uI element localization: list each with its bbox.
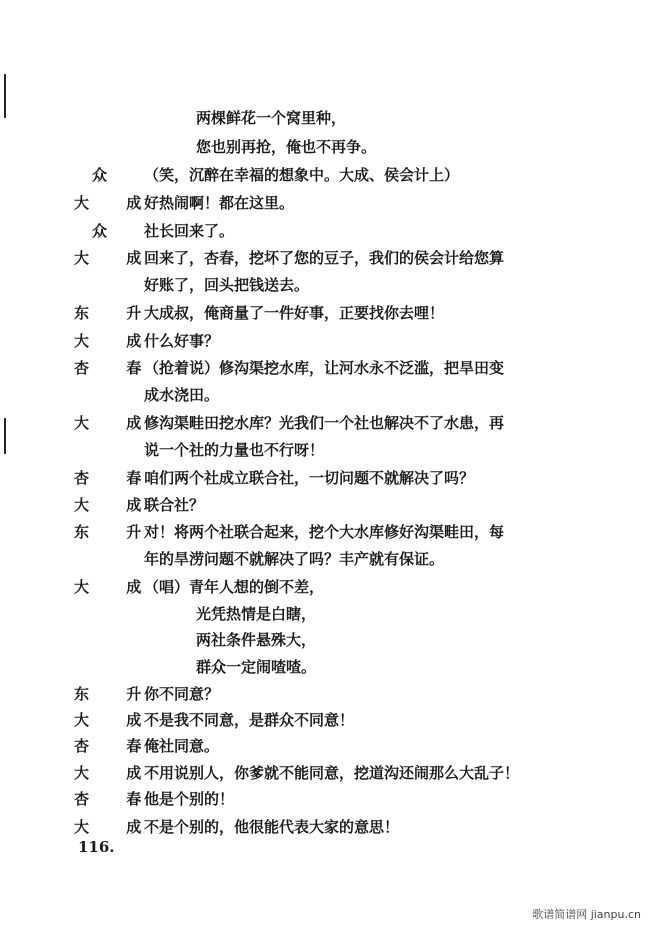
verse-text: 两棵鲜花一个窝里种， xyxy=(196,109,347,127)
dialogue-text: 回来了，杏春，挖坏了您的豆子，我们的侯会计给您算 xyxy=(144,249,505,267)
dialogue-text: 你不同意？ xyxy=(144,685,220,703)
verse-text: 两社条件悬殊大， xyxy=(196,631,317,649)
margin-rule-lower xyxy=(4,418,6,454)
dialogue-text: 说一个社的力量也不行呀！ xyxy=(144,441,325,459)
dialogue-text: （抢着说）修沟渠挖水库，让河水永不泛滥，把旱田变 xyxy=(144,359,505,377)
dialogue-text: 不是我不同意，是群众不同意！ xyxy=(144,711,355,729)
dialogue-text: 社长回来了。 xyxy=(144,222,235,240)
dialogue-text: 成水浇田。 xyxy=(144,386,220,404)
speaker-name: 杏 春 xyxy=(74,737,158,755)
speaker-name: 东 升 xyxy=(74,685,158,703)
speaker-name: 大 成 xyxy=(74,711,158,729)
dialogue-text: 不用说别人，你爹就不能同意，挖道沟还闹那么大乱子！ xyxy=(144,764,520,782)
speaker-name: 东 升 xyxy=(74,304,158,322)
speaker-name: 大 成 xyxy=(74,249,158,267)
speaker-name: 众 xyxy=(92,222,124,240)
speaker-name: 杏 春 xyxy=(74,790,158,808)
speaker-name: 大 成 xyxy=(74,496,158,514)
dialogue-text: 俺社同意。 xyxy=(144,737,220,755)
verse-text: 群众一定闹喳喳。 xyxy=(196,658,317,676)
watermark: 歌谱简谱网 jianpu.cn xyxy=(532,908,641,921)
margin-rule-top xyxy=(4,74,6,118)
dialogue-text: 好热闹啊！都在这里。 xyxy=(144,194,295,212)
dialogue-text: 什么好事？ xyxy=(144,332,220,350)
dialogue-text: 大成叔，俺商量了一件好事，正要找你去哩！ xyxy=(144,304,445,322)
dialogue-text: 不是个别的，他很能代表大家的意思！ xyxy=(144,818,400,836)
speaker-name: 大 成 xyxy=(74,578,158,596)
dialogue-text: 修沟渠畦田挖水库？光我们一个社也解决不了水患，再 xyxy=(144,414,505,432)
dialogue-text: 联合社？ xyxy=(144,496,205,514)
dialogue-text: 对！将两个社联合起来，挖个大水库修好沟渠畦田，每 xyxy=(144,523,505,541)
dialogue-text: 年的旱涝问题不就解决了吗？丰产就有保证。 xyxy=(144,550,445,568)
dialogue-text: （唱）青年人想的倒不差， xyxy=(144,578,325,596)
verse-text: 光凭热情是白瞎， xyxy=(196,605,317,623)
page-number: 116. xyxy=(78,838,115,856)
speaker-name: 东 升 xyxy=(74,523,158,541)
speaker-name: 大 成 xyxy=(74,414,158,432)
speaker-name: 大 成 xyxy=(74,764,158,782)
speaker-name: 众 xyxy=(92,166,124,184)
dialogue-text: 好账了，回头把钱送去。 xyxy=(144,276,310,294)
verse-text: 您也别再抢，俺也不再争。 xyxy=(196,138,377,156)
speaker-name: 大 成 xyxy=(74,332,158,350)
dialogue-text: （笑，沉醉在幸福的想象中。大成、侯会计上） xyxy=(144,166,460,184)
speaker-name: 大 成 xyxy=(74,194,158,212)
dialogue-text: 咱们两个社成立联合社，一切问题不就解决了吗？ xyxy=(144,469,475,487)
speaker-name: 杏 春 xyxy=(74,469,158,487)
speaker-name: 大 成 xyxy=(74,818,158,836)
dialogue-text: 他是个别的！ xyxy=(144,790,235,808)
speaker-name: 杏 春 xyxy=(74,359,158,377)
